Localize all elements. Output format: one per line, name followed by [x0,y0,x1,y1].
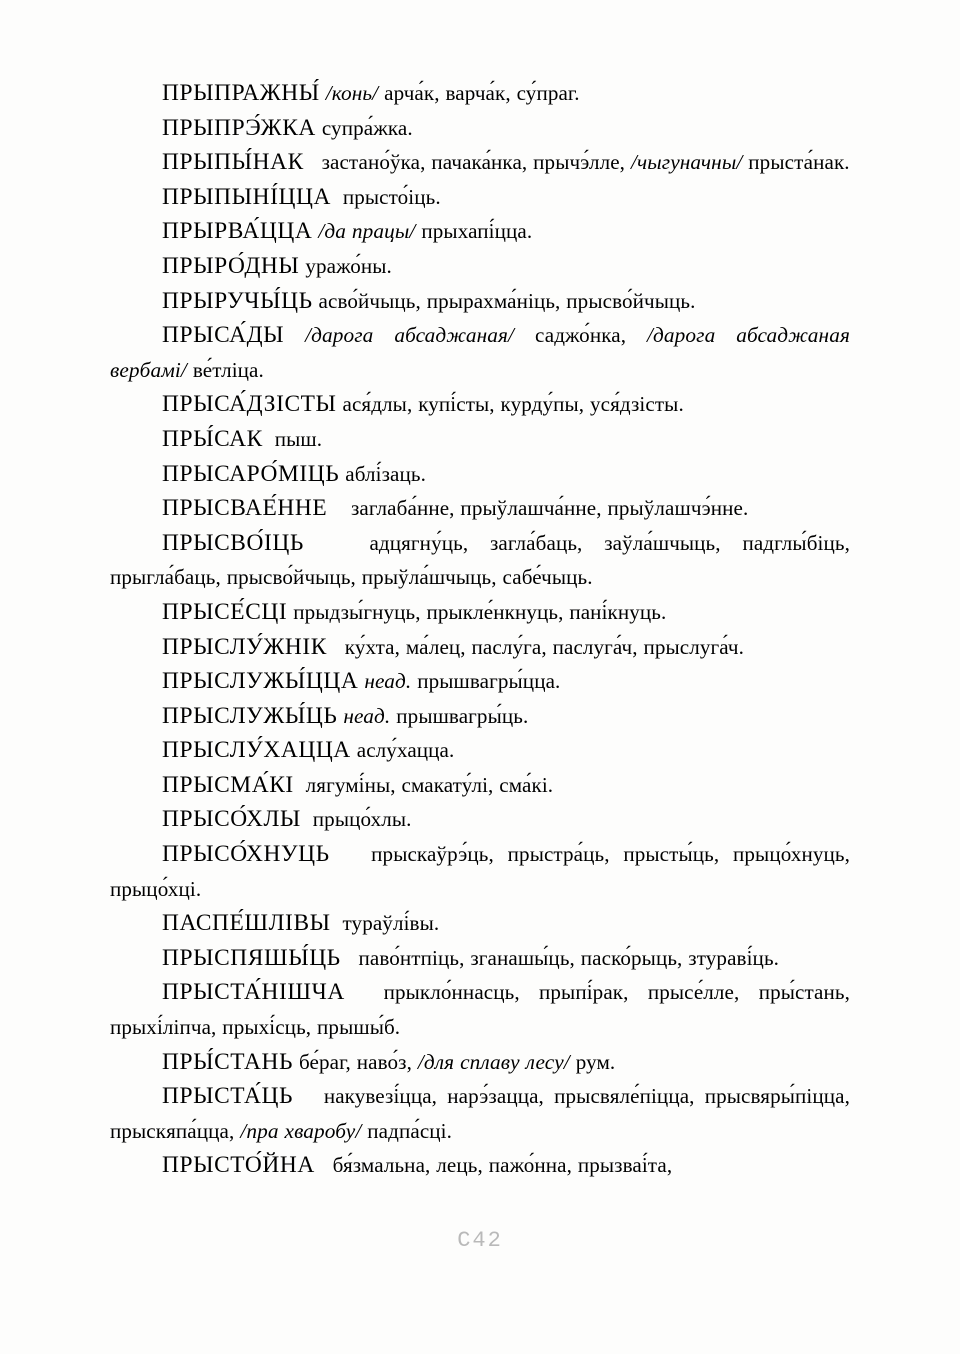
synonym-list: прышвагры́ць. [396,703,529,728]
dictionary-entry [110,595,850,630]
dictionary-entry [110,457,850,492]
synonym-list: лягумі́ны, смакату́лі, сма́кі. [305,772,554,797]
headword: ПРЫСТА́ЦЬ [162,1083,294,1110]
dictionary-entry [110,284,850,319]
synonym-list: супра́жка. [321,115,413,140]
synonym-list: прысто́іць. [342,184,441,209]
dictionary-entry [110,318,850,387]
headword: ПРЫСЕ́СЦІ [162,598,288,625]
synonym-list: ася́длы, купі́сты, курду́пы, уся́дзісты. [342,392,684,417]
headword: ПРЫПЫ́НАК [162,149,304,176]
dictionary-entry [110,214,850,249]
usage-gloss: /конь/ [325,81,379,105]
dictionary-entry [110,491,850,526]
usage-gloss: /дарога абсаджаная/ [305,323,515,348]
usage-gloss: /да працы/ [318,219,416,244]
synonym-list: прыцо́хлы. [312,807,412,832]
headword: ПРЫСО́ХЛЫ [162,806,301,833]
dictionary-entry [110,249,850,284]
synonym-list: саджо́нка, [535,323,627,348]
dictionary-entry [110,837,850,906]
dictionary-entry [110,387,850,422]
dictionary-entry [110,180,850,215]
usage-gloss: неад. [343,703,391,728]
headword: ПРЫСТО́ЙНА [162,1152,315,1179]
headword: ПРЫСТА́НІШЧА [162,979,345,1006]
synonym-list: аблі́заць. [345,461,426,486]
dictionary-entry [110,422,850,457]
headword: ПРЫРВА́ЦЦА [162,218,313,245]
page-number: С42 [457,1228,503,1253]
synonym-list: заглаба́нне, прыўлашча́нне, прыўлашчэ́нне. [350,496,749,521]
synonym-list: накувезі́цца, нарэ́зацца, прысвяле́піцца, прысвяры́піцца, прыскяпа́цца, [110,1084,850,1143]
dictionary-entry [110,1045,850,1080]
dictionary-entry [110,802,850,837]
headword: ПРЫСО́ХНУЦЬ [162,841,330,868]
headword: ПРЫПРАЖНЫ́ [162,80,320,106]
usage-gloss: /пра хваробу/ [240,1118,362,1143]
synonym-list: бе́раг, наво́з, [298,1049,412,1074]
dictionary-entry [110,906,850,941]
headword: ПРЫСА́ДЫ [162,322,285,349]
synonym-list: аслу́хацца. [356,738,455,763]
dictionary-entry [110,526,850,595]
synonym-list: прыскаўрэ́ць, прыстра́ць, прысты́ць, прыцо́хнуць, прыцо́хці. [110,842,850,901]
dictionary-entry [110,975,850,1044]
dictionary-entry [110,630,850,665]
dictionary-entry [110,768,850,803]
dictionary-entry-column [110,76,850,1183]
dictionary-entry [110,664,850,699]
headword: ПРЫСЛУ́ХАЦЦА [162,737,351,764]
synonym-list: асво́йчыць, прырахма́ніць, прысво́йчыць. [318,288,696,313]
synonym-list: прыхапі́цца. [421,219,533,244]
dictionary-entry [110,1148,850,1183]
dictionary-entry [110,941,850,976]
headword: ПРЫСВО́ІЦЬ [162,529,304,556]
dictionary-entry [110,733,850,768]
synonym-list: застано́ўка, пачака́нка, прычэ́лле, [321,150,626,175]
headword: ПРЫСПЯШЫ́ЦЬ [162,944,341,971]
headword: ПРЫПРЭ́ЖКА [162,114,316,141]
synonym-list: бя́змальна, лець, пажо́нна, прызваі́та, [332,1153,673,1178]
synonym-list: пыш. [274,426,323,451]
headword: ПРЫ́СТАНЬ [162,1048,294,1075]
synonym-list-cont: ве́тліца. [192,357,264,382]
headword: ПРЫСМА́КІ [162,771,294,798]
headword: ПАСПЕ́ШЛІВЫ [162,910,331,937]
usage-gloss: неад. [364,669,412,694]
dictionary-entry [110,145,850,180]
synonym-list: адцягну́ць, загла́баць, заўла́шчыць, падглы́біць, прыгла́баць, прысво́йчыць, прыўла́шчыць, сабе́чыць. [110,530,850,590]
synonym-list-cont: рум. [575,1049,616,1074]
dictionary-entry [110,1079,850,1148]
usage-gloss: /чыгуначны/ [631,150,743,175]
dictionary-entry [110,111,850,146]
headword: ПРЫСЛУЖЫ́ЦЬ [162,702,338,729]
dictionary-entry [110,76,850,111]
synonym-list: уражо́ны. [305,253,392,278]
synonym-list: ку́хта, ма́лец, паслу́га, паслуга́ч, прыслуга́ч. [344,634,744,659]
synonym-list: прышвагры́цца. [417,669,561,694]
headword: ПРЫРО́ДНЫ [162,252,300,279]
synonym-list: паво́нтпіць, зганашы́ць, паско́рыць, зтураві́ць. [358,945,780,970]
headword: ПРЫСА́ДЗІСТЫ [162,391,337,418]
headword: ПРЫРУЧЫ́ЦЬ [162,287,313,314]
headword: ПРЫСЛУ́ЖНІК [162,633,327,660]
headword: ПРЫСВАЕ́ННЕ [162,495,328,522]
usage-gloss: /для сплаву лесу/ [417,1049,570,1074]
headword: ПРЫПЫНІ́ЦЦА [162,183,331,210]
headword: ПРЫСЛУЖЫ́ЦЦА [162,668,359,695]
synonym-list: прыкло́ннасць, прыпі́рак, прысе́лле, пры́стань, прыхі́ліпча, прыхі́сць, прышы́б. [110,980,850,1040]
synonym-list: прыдзы́гнуць, прыкле́нкнуць, пані́кнуць. [293,599,667,624]
usage-gloss-2: /дарога абсаджаная вербамі/ [110,323,850,382]
headword: ПРЫСАРО́МІЦЬ [162,460,340,487]
synonym-list: тураўлі́вы. [342,911,440,936]
synonym-list-cont: падпа́сці. [367,1118,452,1143]
synonym-list: арча́к, варча́к, су́праг. [384,81,580,105]
dictionary-entry [110,699,850,734]
synonym-list-cont: прыста́нак. [748,150,850,175]
headword: ПРЫ́САК [162,425,263,452]
